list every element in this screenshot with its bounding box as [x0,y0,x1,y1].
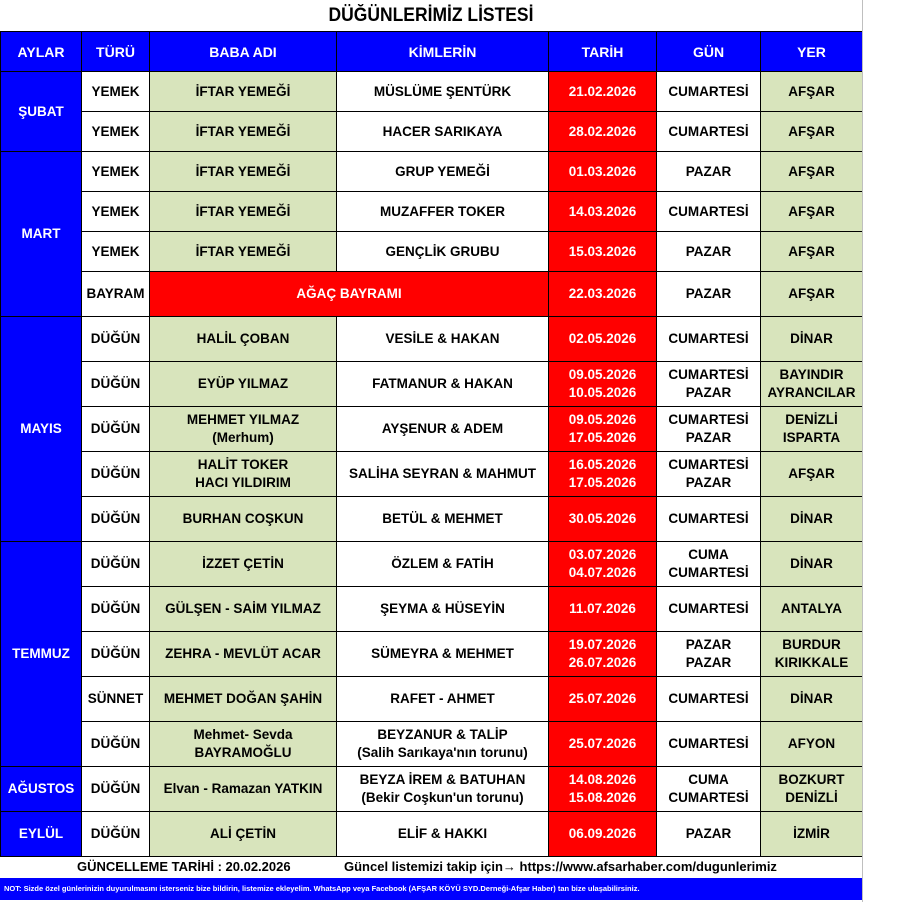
day-cell [657,272,761,317]
place-cell-line: DİNAR [790,556,833,571]
day-cell-line: PAZAR [685,286,732,301]
date-cell [549,542,657,587]
place-cell [761,152,863,192]
who-cell-line: FATMANUR & HAKAN [372,376,513,391]
father-cell [150,632,337,677]
date-cell-line: 06.09.2026 [568,826,637,841]
date-cell-line: 01.03.2026 [568,163,637,179]
who-cell [337,722,549,767]
type-cell: DÜĞÜN [82,767,150,812]
father-cell-line: İZZET ÇETİN [202,556,284,571]
place-cell [761,497,863,542]
father-cell [150,722,337,767]
father-cell [150,497,337,542]
month-cell: MART [1,152,82,317]
month-cell: TEMMUZ [1,542,82,767]
date-cell-line: 21.02.2026 [568,83,637,99]
father-cell-line: HALİT TOKER [197,457,289,472]
father-cell [150,812,337,857]
date-cell-line: 15.08.2026 [568,790,637,805]
day-cell-line: CUMARTESİ [668,601,749,616]
type-cell: YEMEK [82,192,150,232]
who-cell-line: BETÜL & MEHMET [382,511,503,526]
place-cell [761,812,863,857]
father-cell-line: İFTAR YEMEĞİ [195,123,291,139]
father-cell [150,152,337,192]
table-row [1,452,863,497]
table-row [1,632,863,677]
note-bar: NOT: Sizde özel günlerinizin duyurulmasını isterseniz bize bildirin, listemize ekleyelim. WhatsApp veya Facebook (AFŞAR KÖYÜ SYD.Derneği-Afşar Haber) tan bize ulaşabilirsiniz. [0,878,862,900]
father-cell [150,542,337,587]
header-date: TARİH [549,32,657,72]
type-cell: DÜĞÜN [82,542,150,587]
day-cell [657,72,761,112]
date-cell [549,72,657,112]
date-cell [549,767,657,812]
type-cell: BAYRAM [82,272,150,317]
table-row [1,677,863,722]
day-cell [657,587,761,632]
place-cell [761,362,863,407]
day-cell-line: CUMARTESİ [668,457,749,472]
day-cell [657,317,761,362]
day-cell-line: PAZAR [685,243,732,259]
table-row [1,317,863,362]
day-cell-line: CUMARTESİ [668,790,749,805]
day-cell-line: CUMARTESİ [668,83,749,99]
month-cell: MAYIS [1,317,82,542]
place-cell [761,232,863,272]
day-cell-line: CUMARTESİ [668,123,749,139]
events-table [0,31,863,857]
date-cell-line: 25.07.2026 [568,691,637,706]
father-cell-line: (Merhum) [212,430,274,445]
day-cell [657,767,761,812]
day-cell-line: PAZAR [685,637,732,652]
who-cell-line: VESİLE & HAKAN [385,331,500,346]
place-cell [761,407,863,452]
who-cell [337,497,549,542]
who-cell-line: (Bekir Coşkun'un torunu) [361,790,524,805]
day-cell [657,407,761,452]
day-cell [657,812,761,857]
header-father: BABA ADI [150,32,337,72]
table-row [1,812,863,857]
type-cell: YEMEK [82,152,150,192]
date-cell-line: 15.03.2026 [568,243,637,259]
place-cell-line: AFŞAR [788,466,835,481]
day-cell [657,192,761,232]
day-cell-line: CUMARTESİ [668,565,749,580]
who-cell [337,677,549,722]
who-cell [337,587,549,632]
father-cell-line: MEHMET YILMAZ [186,412,300,427]
place-cell [761,767,863,812]
place-cell-line: DENİZLİ [785,412,838,427]
father-cell-line: Elvan - Ramazan YATKIN [163,781,323,796]
date-cell [549,812,657,857]
day-cell-line: CUMARTESİ [668,367,749,382]
date-cell [549,452,657,497]
who-cell-line: RAFET - AHMET [390,691,495,706]
place-cell-line: ISPARTA [782,430,841,445]
place-cell [761,112,863,152]
date-cell-line: 02.05.2026 [568,331,637,346]
type-cell: DÜĞÜN [82,722,150,767]
who-cell-line: (Salih Sarıkaya'nın torunu) [357,745,528,760]
table-row [1,497,863,542]
who-cell-line: ÖZLEM & FATİH [391,556,494,571]
header-place: YER [761,32,863,72]
date-cell-line: 11.07.2026 [569,601,636,616]
type-cell: DÜĞÜN [82,452,150,497]
father-cell-line: İFTAR YEMEĞİ [195,83,291,99]
day-cell-line: CUMARTESİ [668,691,749,706]
place-cell [761,587,863,632]
place-cell [761,452,863,497]
date-cell [549,677,657,722]
day-cell-line: PAZAR [685,163,732,179]
day-cell-line: CUMARTESİ [668,511,749,526]
day-cell [657,497,761,542]
date-cell [549,317,657,362]
father-cell-line: İFTAR YEMEĞİ [195,203,291,219]
header-who: KİMLERİN [337,32,549,72]
day-cell-line: PAZAR [685,385,732,400]
who-cell-line: SÜMEYRA & MEHMET [371,646,514,661]
place-cell-line: KIRIKKALE [774,655,849,670]
father-cell-line: Mehmet- Sevda [193,727,293,742]
date-cell-line: 16.05.2026 [568,457,637,472]
table-row [1,362,863,407]
date-cell-line: 30.05.2026 [568,511,637,526]
place-cell [761,542,863,587]
day-cell [657,232,761,272]
header-months: AYLAR [1,32,82,72]
date-cell-line: 25.07.2026 [568,736,637,751]
father-cell [150,407,337,452]
type-cell: DÜĞÜN [82,497,150,542]
follow-link[interactable]: Güncel listemizi takip için→ https://www.afsarhaber.com/dugunlerimiz [344,859,777,874]
who-cell-line: BEYZANUR & TALİP [377,727,508,742]
who-cell [337,232,549,272]
place-cell-line: AFŞAR [788,123,835,139]
father-cell [150,317,337,362]
place-cell-line: AFŞAR [788,83,835,99]
father-cell [150,112,337,152]
header-type: TÜRÜ [82,32,150,72]
type-cell: YEMEK [82,112,150,152]
place-cell-line: DENİZLİ [785,790,838,805]
date-cell-line: 04.07.2026 [568,565,637,580]
date-cell [549,232,657,272]
date-cell [549,407,657,452]
father-cell [150,677,337,722]
table-row [1,767,863,812]
place-cell [761,722,863,767]
place-cell-line: DİNAR [790,511,833,526]
day-cell-line: CUMARTESİ [668,412,749,427]
place-cell-line: İZMİR [793,826,830,841]
month-cell: AĞUSTOS [1,767,82,812]
sheet-edge [862,0,863,902]
table-row [1,112,863,152]
place-cell-line: AFŞAR [788,203,835,219]
who-cell-line: SALİHA SEYRAN & MAHMUT [349,466,536,481]
place-cell [761,272,863,317]
father-cell [150,192,337,232]
place-cell-line: BAYINDIR [779,367,844,382]
table-row [1,272,863,317]
event-cell: AĞAÇ BAYRAMI [150,272,549,317]
who-cell [337,152,549,192]
day-cell-line: PAZAR [685,655,732,670]
who-cell [337,192,549,232]
who-cell [337,452,549,497]
place-cell [761,72,863,112]
father-cell [150,72,337,112]
type-cell: YEMEK [82,232,150,272]
who-cell [337,72,549,112]
date-cell [549,152,657,192]
date-cell-line: 03.07.2026 [568,547,637,562]
who-cell [337,362,549,407]
place-cell-line: BOZKURT [778,772,845,787]
day-cell-line: CUMA [688,547,729,562]
type-cell: DÜĞÜN [82,362,150,407]
place-cell-line: AFŞAR [788,286,835,301]
place-cell [761,192,863,232]
place-cell-line: DİNAR [790,691,833,706]
type-cell: YEMEK [82,72,150,112]
date-cell [549,112,657,152]
footer [0,857,862,878]
type-cell: DÜĞÜN [82,812,150,857]
day-cell [657,152,761,192]
table-header-row [1,32,863,72]
place-cell [761,677,863,722]
day-cell-line: CUMARTESİ [668,331,749,346]
father-cell-line: EYÜP YILMAZ [197,376,289,391]
who-cell [337,767,549,812]
place-cell-line: BURDUR [782,637,841,652]
place-cell-line: DİNAR [790,331,833,346]
father-cell [150,767,337,812]
table-row [1,587,863,632]
month-cell: ŞUBAT [1,72,82,152]
father-cell-line: HACI YILDIRIM [195,475,291,490]
who-cell-line: ELİF & HAKKI [397,826,488,841]
father-cell-line: ZEHRA - MEVLÜT ACAR [165,646,321,661]
table-row [1,542,863,587]
day-cell-line: CUMARTESİ [668,736,749,751]
table-row [1,722,863,767]
place-cell-line: ANTALYA [780,601,842,616]
date-cell [549,192,657,232]
place-cell [761,632,863,677]
who-cell [337,542,549,587]
table-row [1,407,863,452]
father-cell [150,232,337,272]
date-cell-line: 22.03.2026 [568,286,637,301]
date-cell [549,497,657,542]
date-cell-line: 14.03.2026 [568,203,637,219]
date-cell [549,362,657,407]
date-cell [549,587,657,632]
table-row [1,192,863,232]
who-cell-line: HACER SARIKAYA [382,123,503,139]
table-row [1,232,863,272]
day-cell [657,632,761,677]
type-cell: DÜĞÜN [82,587,150,632]
date-cell-line: 14.08.2026 [568,772,637,787]
father-cell-line: BAYRAMOĞLU [194,745,292,760]
date-cell [549,272,657,317]
day-cell-line: CUMARTESİ [668,203,749,219]
who-cell-line: MÜSLÜME ŞENTÜRK [373,83,512,99]
who-cell-line: AYŞENUR & ADEM [381,421,504,436]
type-cell: SÜNNET [82,677,150,722]
table-row [1,152,863,192]
type-cell: DÜĞÜN [82,317,150,362]
who-cell [337,407,549,452]
day-cell [657,542,761,587]
father-cell-line: BURHAN COŞKUN [182,511,304,526]
date-cell-line: 26.07.2026 [568,655,637,670]
day-cell [657,362,761,407]
page-title: DÜĞÜNLERİMİZ LİSTESİ [328,5,534,26]
who-cell-line: MUZAFFER TOKER [380,203,505,219]
day-cell-line: PAZAR [685,475,732,490]
header-day: GÜN [657,32,761,72]
father-cell-line: İFTAR YEMEĞİ [195,163,291,179]
place-cell-line: AYRANCILAR [767,385,856,400]
who-cell [337,632,549,677]
place-cell-line: AFYON [787,736,836,751]
father-cell [150,587,337,632]
who-cell [337,112,549,152]
date-cell-line: 28.02.2026 [568,123,637,139]
type-cell: DÜĞÜN [82,407,150,452]
date-cell-line: 09.05.2026 [568,412,637,427]
date-cell-line: 10.05.2026 [568,385,637,400]
father-cell-line: HALİL ÇOBAN [196,331,290,346]
place-cell [761,317,863,362]
day-cell-line: CUMA [688,772,729,787]
day-cell [657,677,761,722]
father-cell-line: ALİ ÇETİN [210,826,276,841]
type-cell: DÜĞÜN [82,632,150,677]
father-cell-line: İFTAR YEMEĞİ [195,243,291,259]
table-row [1,72,863,112]
who-cell [337,812,549,857]
day-cell [657,112,761,152]
who-cell-line: ŞEYMA & HÜSEYİN [380,601,505,616]
day-cell [657,722,761,767]
date-cell-line: 19.07.2026 [568,637,637,652]
update-date: GÜNCELLEME TARİHİ : 20.02.2026 [77,859,291,874]
date-cell-line: 17.05.2026 [568,475,637,490]
date-cell [549,632,657,677]
date-cell-line: 09.05.2026 [568,367,637,382]
month-cell: EYLÜL [1,812,82,857]
who-cell-line: GENÇLİK GRUBU [385,243,500,259]
day-cell [657,452,761,497]
day-cell-line: PAZAR [685,826,732,841]
father-cell [150,362,337,407]
day-cell-line: PAZAR [685,430,732,445]
father-cell-line: MEHMET DOĞAN ŞAHİN [163,691,323,706]
who-cell-line: GRUP YEMEĞİ [395,163,490,179]
date-cell-line: 17.05.2026 [568,430,637,445]
place-cell-line: AFŞAR [788,163,835,179]
father-cell-line: GÜLŞEN - SAİM YILMAZ [165,601,321,616]
father-cell [150,452,337,497]
who-cell [337,317,549,362]
who-cell-line: BEYZA İREM & BATUHAN [359,772,526,787]
date-cell [549,722,657,767]
place-cell-line: AFŞAR [788,243,835,259]
